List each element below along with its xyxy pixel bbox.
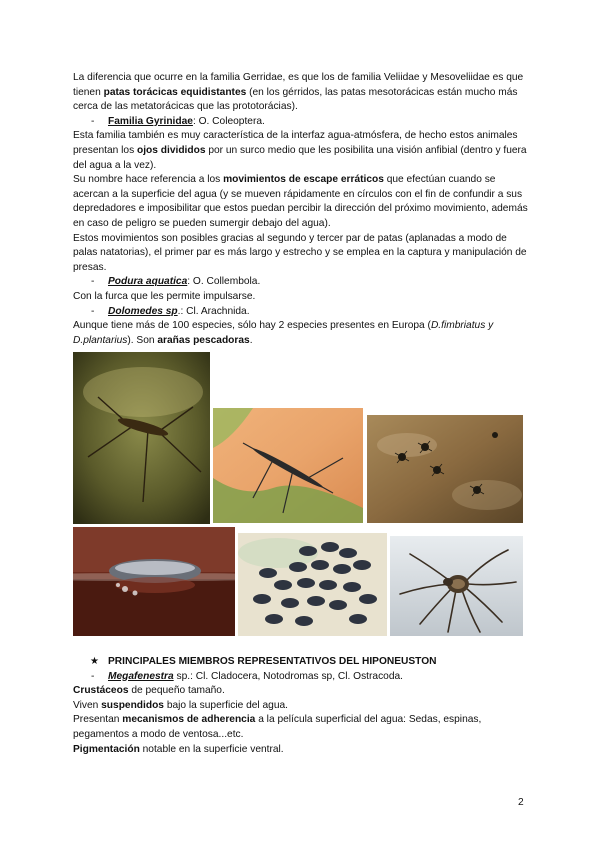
paragraph-gyrinidae-legs: Estos movimientos son posibles gracias al segundo y tercer par de patas (aplanadas a modo de palas natatorias), el primer par es más largo y estrecho y se emplea en la captura y manipulación de presas. (73, 232, 527, 273)
photo-water-measurer (213, 408, 363, 523)
paragraph-gyrinidae-movement: Su nombre hace referencia a los movimientos de escape erráticos que efectúan cuando se acercan a la superficie del agua (y se mueven rápidamente en círculos con el fin de confundir a sus depredadores e imposibilitar que estos puedan percibir la dirección del próximo movimiento, además en caso de peligro se pueden sumergir debajo del agua). (73, 174, 528, 229)
photo-whirligig-beetle (73, 527, 235, 636)
paragraph-dolomedes: Aunque tiene más de 100 especies, sólo hay 2 especies presentes en Europa (D.fimbriatus y D.plantarius). Son arañas pescadoras. (73, 320, 494, 346)
list-item-megafenestra: - Megafenestra sp.: Cl. Cladocera, Notodromas sp, Cl. Ostracoda. (91, 670, 403, 682)
bold-term: movimientos de escape erráticos (223, 174, 384, 186)
line-suspendidos: Viven suspendidos bajo la superficie del agua. (73, 699, 289, 711)
list-item-gyrinidae: - Familia Gyrinidae: O. Coleoptera. (91, 115, 265, 127)
section-heading: ★ PRINCIPALES MIEMBROS REPRESENTATIVOS DEL HIPONEUSTON (73, 655, 533, 670)
italic-species: D.fimbriatus y D.plantarius (73, 320, 494, 346)
paragraph-gerridae: La diferencia que ocurre en la familia Gerridae, es que los de familia Veliidae y Mesoveliidae es que tienen patas torácicas equidistantes (en los gérridos, las patas mesotorácicas están mucho más cerca de las metatorácicas que las prototorácias). (73, 72, 524, 113)
upper-text (73, 71, 533, 348)
list-item-dolomedes: - Dolomedes sp.: Cl. Arachnida. (91, 305, 250, 317)
bold-term: arañas pescadoras (157, 334, 250, 346)
line-pigmentacion: Pigmentación notable en la superficie ventral. (73, 743, 284, 755)
lower-text (73, 655, 533, 757)
photo-collembola-cluster (238, 533, 387, 636)
taxon-name: Megafenestra (108, 670, 174, 682)
line-crustaceos: Crustáceos de pequeño tamaño. (73, 685, 225, 697)
list-item-podura: - Podura aquatica: O. Collembola. (91, 276, 261, 288)
photo-fishing-spider (390, 536, 523, 636)
taxon-name: Dolomedes sp (108, 305, 178, 317)
bold-term: patas torácicas equidistantes (103, 86, 247, 98)
taxon-name: Podura aquatica (108, 276, 188, 288)
photo-insects-on-water (367, 415, 523, 523)
paragraph-podura: Con la furca que les permite impulsarse. (73, 290, 256, 302)
paragraph-gyrinidae-eyes: Esta familia también es muy característica de la interfaz agua-atmósfera, de hecho estos animales presentan los ojos divididos por un surco medio que les posibilita una visión anfibial (dentro y fuera del agua a la vez). (73, 130, 527, 171)
photo-water-strider (73, 352, 210, 524)
page-number: 2 (518, 797, 524, 808)
star-icon: ★ (90, 656, 100, 667)
bold-term: ojos divididos (137, 144, 206, 156)
taxon-name: Familia Gyrinidae (108, 115, 193, 127)
line-adherencia: Presentan mecanismos de adherencia a la película superficial del agua: Sedas, espinas, pegamentos a modo de ventosa...etc. (73, 714, 482, 740)
